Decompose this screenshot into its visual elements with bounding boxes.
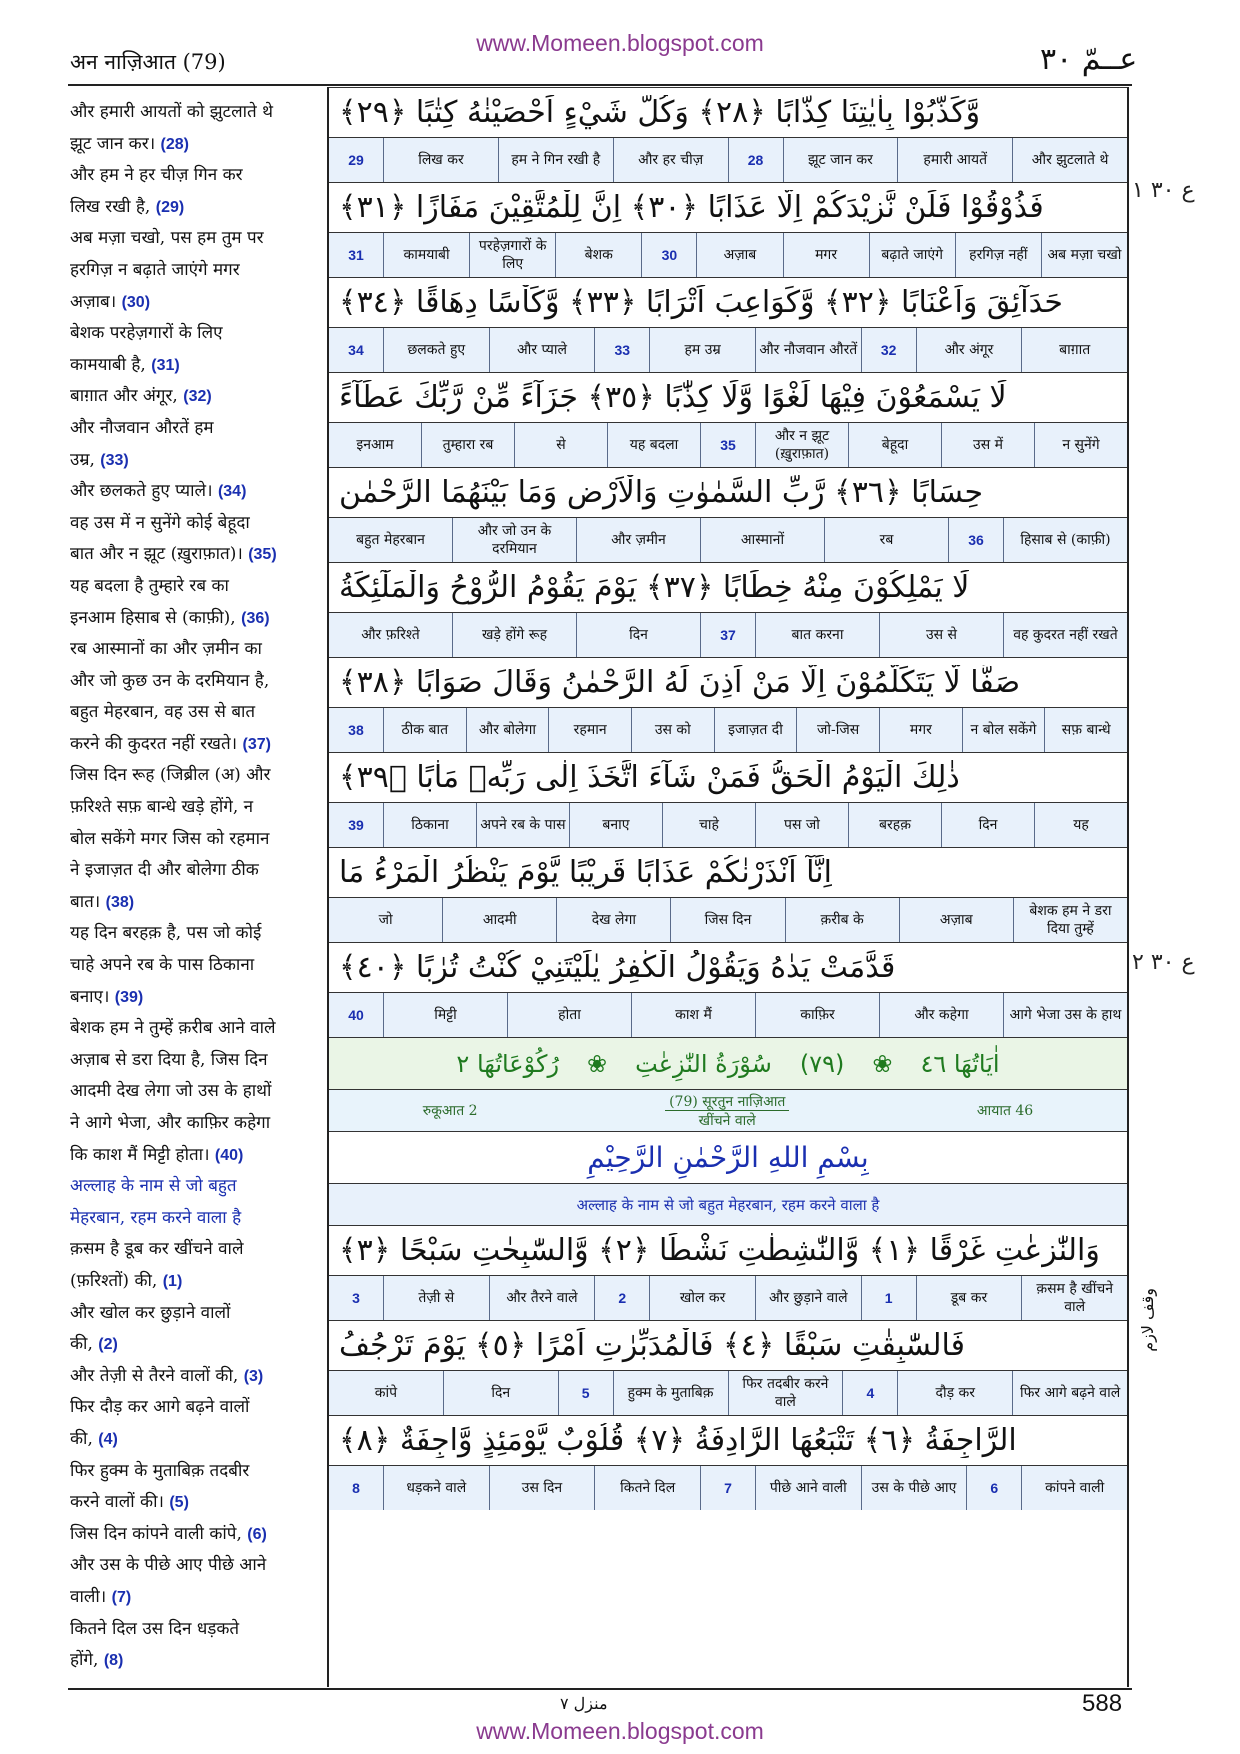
waqf-lazim-mark: وقف لازم (1138, 1288, 1157, 1352)
word-meaning-cell: तेज़ी से (383, 1276, 489, 1320)
arabic-verse-row (329, 752, 1127, 802)
arabic-verse-row (329, 372, 1127, 422)
translation-line: और तेज़ी से तैरने वालों की, (3) (70, 1365, 264, 1386)
word-meaning-cell: और जो उन के दरमियान (452, 518, 576, 562)
word-meaning-cell: रब (824, 518, 948, 562)
arabic-text: لَا يَمْلِكُوْنَ مِنْهُ خِطَابًا ﴿٣٧﴾ يَوْمَ يَقُوْمُ الرُّوْحُ وَالْمَلٰٓئِكَةُ (339, 570, 970, 605)
verse-number: (8) (103, 1652, 124, 1670)
word-meaning-cell: हिसाब से (काफ़ी) (1003, 518, 1127, 562)
bismillah-row (329, 1131, 1127, 1183)
translation-line: यह बदला है तुम्हारे रब का (70, 575, 229, 596)
word-meaning-cell: और कहेगा (879, 993, 1003, 1037)
verse-number: (4) (98, 1430, 118, 1448)
word-meaning-cell: इनआम (329, 423, 421, 467)
translation-line: फ़रिश्ते सफ़ बान्धे खड़े होंगे, न (70, 797, 254, 818)
word-meaning-cell: हरगिज़ नहीं (955, 233, 1041, 277)
translation-line: वह उस में न सुनेंगे कोई बेहूदा (70, 512, 250, 533)
verse-number: (33) (100, 451, 129, 469)
word-meaning-cell: काश मैं (631, 993, 755, 1037)
word-meaning-cell: बेशक हम ने डरा दिया तुम्हें (1013, 898, 1127, 942)
word-translation-row (329, 802, 1127, 847)
verse-number-cell: 39 (329, 803, 383, 847)
verse-number-cell: 6 (966, 1466, 1021, 1510)
word-meaning-cell: बनाए (569, 803, 662, 847)
translation-line: अज़ाब। (30) (70, 291, 151, 312)
word-meaning-cell: क़सम है खींचने वाले (1021, 1276, 1127, 1320)
arabic-verse-row (329, 657, 1127, 707)
verse-number-cell: 35 (700, 423, 755, 467)
word-meaning-cell: बात करना (755, 613, 879, 657)
arabic-verse-row (329, 182, 1127, 232)
word-meaning-cell: ठीक बात (383, 708, 466, 752)
word-meaning-cell: उस में (941, 423, 1034, 467)
translation-line: बोल सकेंगे मगर जिस को रहमान (70, 828, 270, 849)
word-meaning-cell: न सुनेंगे (1034, 423, 1127, 467)
word-meaning-cell: जो (329, 898, 442, 942)
translation-line: फिर दौड़ कर आगे बढ़ने वालों (70, 1397, 250, 1418)
surah-meaning-hindi: खींचने वाले (698, 1112, 756, 1129)
translation-line: जिस दिन रूह (जिब्रील (अ) और (70, 765, 271, 786)
word-meaning-cell: हम उम्र (649, 328, 755, 372)
word-meaning-cell: पीछे आने वाली (755, 1466, 861, 1510)
word-meaning-cell: अज़ाब (696, 233, 782, 277)
word-meaning-cell: से (514, 423, 607, 467)
verse-number: (40) (214, 1146, 244, 1164)
verse-number-cell: 3 (329, 1276, 383, 1320)
translation-line: होंगे, (8) (70, 1650, 124, 1671)
surah-info-band (329, 1089, 1127, 1131)
word-meaning-cell: फिर आगे बढ़ने वाले (1012, 1371, 1127, 1415)
translation-line: करने वालों की। (5) (70, 1492, 189, 1513)
word-meaning-cell: उस को (631, 708, 714, 752)
verse-number-cell: 28 (728, 138, 783, 182)
word-meaning-cell: और न झूट (ख़ुराफ़ात) (755, 423, 848, 467)
word-meaning-cell: दिन (443, 1371, 558, 1415)
word-meaning-cell: परहेज़गारों के लिए (469, 233, 555, 277)
word-meaning-cell: और झुटलाते थे (1012, 138, 1127, 182)
top-divider (68, 84, 1132, 86)
translation-line: की, (2) (70, 1334, 118, 1355)
arabic-text: فَالسّٰبِقٰتِ سَبْقًا ﴿٤﴾ فَالْمُدَبِّرٰتِ اَمْرًا ﴿٥﴾ يَوْمَ تَرْجُفُ (339, 1328, 965, 1363)
verse-number: (35) (248, 546, 277, 564)
word-meaning-cell: कितने दिल (594, 1466, 700, 1510)
word-meaning-cell: छलकते हुए (383, 328, 489, 372)
translation-line: वाली। (7) (70, 1586, 132, 1607)
arabic-text: قَدَّمَتْ يَدٰهُ وَيَقُوْلُ الْكٰفِرُ يٰلَيْتَنِيْ كُنْتُ تُرٰبًا ﴿٤٠﴾ (339, 950, 896, 985)
verse-number: (32) (183, 388, 212, 406)
verse-number: (37) (242, 735, 271, 753)
word-meaning-cell: झूट जान कर (783, 138, 898, 182)
arabic-text: الرَّاجِفَةُ ﴿٦﴾ تَتْبَعُهَا الرَّادِفَةُ ﴿٧﴾ قُلُوْبٌ يَّوْمَئِذٍ وَّاجِفَةٌ ﴿٨﴾ (339, 1423, 1017, 1458)
verse-number: (36) (241, 609, 270, 627)
translation-line: और हम ने हर चीज़ गिन कर (70, 165, 243, 186)
translation-line: और खोल कर छुड़ाने वालों (70, 1302, 231, 1323)
word-meaning-cell: पस जो (755, 803, 848, 847)
verse-number-cell: 36 (948, 518, 1003, 562)
bismillah-hindi: अल्लाह के नाम से जो बहुत मेहरबान, रहम करने वाला है (576, 1195, 880, 1214)
verse-number: (31) (151, 356, 180, 374)
word-meaning-cell: बाग़ात (1021, 328, 1127, 372)
verse-number: (5) (169, 1494, 189, 1512)
word-meaning-cell: और अंगूर (916, 328, 1022, 372)
arabic-text: وَّكَذَّبُوْا بِاٰيٰتِنَا كِذَّابًا ﴿٢٨﴾ وَكُلَّ شَيْءٍ اَحْصَيْنٰهُ كِتٰبًا ﴿٢٩﴾ (339, 95, 981, 130)
arabic-verse-row (329, 87, 1127, 137)
word-translation-row (329, 232, 1127, 277)
translation-line: कि काश मैं मिट्टी होता। (40) (70, 1144, 244, 1165)
word-translation-row (329, 1465, 1127, 1510)
word-translation-row (329, 137, 1127, 182)
word-translation-row (329, 707, 1127, 752)
translation-line: क़सम है डूब कर खींचने वाले (70, 1239, 244, 1260)
word-meaning-cell: दिन (576, 613, 700, 657)
word-meaning-cell: बेहूदा (848, 423, 941, 467)
word-meaning-cell: खोल कर (649, 1276, 755, 1320)
word-translation-row (329, 517, 1127, 562)
arabic-text: ذٰلِكَ الْيَوْمُ الْحَقُّ فَمَنْ شَآءَ اتَّخَذَ اِلٰى رَبِّهٖ مَاٰبًا ﴿٣٩﴾ (339, 760, 960, 795)
translation-line: लिख रखी है, (29) (70, 196, 185, 217)
site-url-bottom[interactable]: www.Momeen.blogspot.com (476, 1718, 764, 1744)
word-translation-row (329, 992, 1127, 1037)
surah-name-arabic: سُوْرَةُ النّٰزِعٰتِ (635, 1049, 772, 1078)
word-meaning-cell: रहमान (548, 708, 631, 752)
translation-line: और उस के पीछे आए पीछे आने (70, 1555, 267, 1576)
verse-number: (1) (162, 1272, 183, 1290)
bottom-divider (68, 1688, 1132, 1690)
juz-label: عــمّ ٣٠ (1040, 42, 1138, 77)
word-translation-row (329, 327, 1127, 372)
translation-line: हरगिज़ न बढ़ाते जाएंगे मगर (70, 259, 240, 280)
word-meaning-cell: दिन (941, 803, 1034, 847)
flower-ornament-icon: ❀ (587, 1049, 608, 1078)
translation-line: चाहे अपने रब के पास ठिकाना (70, 955, 255, 976)
word-meaning-cell: मगर (783, 233, 869, 277)
word-meaning-cell: फिर तदबीर करने वाले (728, 1371, 843, 1415)
word-meaning-cell: उस दिन (489, 1466, 595, 1510)
word-meaning-cell: डूब कर (916, 1276, 1022, 1320)
translation-line: और जो कुछ उन के दरमियान है, (70, 670, 270, 691)
word-meaning-cell: आगे भेजा उस के हाथ (1003, 993, 1127, 1037)
word-meaning-cell: क़रीब के (785, 898, 899, 942)
word-meaning-cell: हुक्म के मुताबिक़ (613, 1371, 728, 1415)
word-meaning-cell: बढ़ाते जाएंगे (869, 233, 955, 277)
verse-number: (6) (247, 1525, 267, 1543)
word-meaning-cell: और हर चीज़ (613, 138, 728, 182)
translation-line: मेहरबान, रहम करने वाला है (70, 1207, 242, 1228)
word-meaning-cell: और ज़मीन (576, 518, 700, 562)
arabic-text: وَالنّٰزِعٰتِ غَرْقًا ﴿١﴾ وَّالنّٰشِطٰتِ نَشْطًا ﴿٢﴾ وَّالسّٰبِحٰتِ سَبْحًا ﴿٣﴾ (339, 1233, 1100, 1268)
translation-line: बेशक परहेज़गारों के लिए (70, 323, 223, 344)
verse-number: (30) (121, 293, 151, 311)
translation-line: और नौजवान औरतें हम (70, 417, 214, 438)
word-meaning-cell: खड़े होंगे रूह (452, 613, 576, 657)
translation-line: इनआम हिसाब से (काफ़ी), (36) (70, 607, 270, 628)
translation-line: कामयाबी है, (31) (70, 354, 180, 375)
translation-line: यह दिन बरहक़ है, पस जो कोई (70, 923, 262, 944)
word-meaning-cell: अज़ाब (899, 898, 1013, 942)
surah-number-arabic: (٧٩) (799, 1049, 845, 1078)
translation-line: फिर हुक्म के मुताबिक़ तदबीर (70, 1460, 250, 1481)
translation-line: बहुत मेहरबान, वह उस से बात (70, 702, 256, 723)
bismillah-translation-row (329, 1183, 1127, 1225)
arabic-verse-row (329, 942, 1127, 992)
quran-grid (327, 87, 1129, 1687)
word-meaning-cell: कामयाबी (383, 233, 469, 277)
verse-number-cell: 2 (594, 1276, 649, 1320)
verse-number: (2) (98, 1336, 118, 1354)
word-meaning-cell: देख लेगा (556, 898, 670, 942)
translation-line: और हमारी आयतों को झुटलाते थे (70, 102, 274, 122)
arabic-text: اِنَّآ اَنْذَرْنٰكُمْ عَذَابًا قَرِيْبًا يَّوْمَ يَنْظُرُ الْمَرْءُ مَا (339, 855, 832, 890)
verse-number-cell: 30 (641, 233, 696, 277)
verse-number-cell: 4 (842, 1371, 897, 1415)
word-meaning-cell: वह कुदरत नहीं रखते (1003, 613, 1127, 657)
site-url-top[interactable]: www.Momeen.blogspot.com (476, 30, 764, 56)
surah-title-band (329, 1037, 1127, 1089)
translation-line: बाग़ात और अंगूर, (32) (70, 386, 212, 407)
flower-ornament-icon: ❀ (872, 1049, 893, 1078)
translation-line: बेशक हम ने तुम्हें क़रीब आने वाले (70, 1018, 276, 1039)
word-meaning-cell: न बोल सकेंगे (962, 708, 1045, 752)
word-meaning-cell: बरहक़ (848, 803, 941, 847)
arabic-verse-row (329, 277, 1127, 327)
ayat-count-arabic: اٰيَاتُهَا ٤٦ (920, 1049, 1000, 1078)
word-meaning-cell: बेशक (555, 233, 641, 277)
verse-number: (39) (114, 988, 144, 1006)
word-meaning-cell: मिट्टी (383, 993, 507, 1037)
word-meaning-cell: और नौजवान औरतें (755, 328, 861, 372)
word-meaning-cell: लिख कर (383, 138, 498, 182)
translation-line: झूट जान कर। (28) (70, 133, 189, 154)
word-translation-row (329, 897, 1127, 942)
word-meaning-cell: उस से (879, 613, 1003, 657)
verse-number: (3) (243, 1367, 264, 1385)
translation-line: ने इजाज़त दी और बोलेगा ठीक (70, 860, 259, 881)
verse-number: (28) (160, 135, 189, 153)
word-meaning-cell: अपने रब के पास (476, 803, 569, 847)
word-meaning-cell: धड़कने वाले (383, 1466, 489, 1510)
ruku-count-arabic: رُكُوْعَاتُهَا ٢ (456, 1049, 560, 1078)
word-meaning-cell: तुम्हारा रब (421, 423, 514, 467)
arabic-text: فَذُوْقُوْا فَلَنْ نَّزِيْدَكُمْ اِلَّا عَذَابًا ﴿٣٠﴾ اِنَّ لِلْمُتَّقِيْنَ مَفَازًا ﴿٣١﴾ (339, 190, 1044, 225)
word-meaning-cell: यह बदला (607, 423, 700, 467)
verse-number-cell: 8 (329, 1466, 383, 1510)
word-meaning-cell: आदमी (442, 898, 556, 942)
word-meaning-cell: और बोलेगा (466, 708, 549, 752)
translation-line: बनाए। (39) (70, 986, 144, 1007)
ruku-mark-2: ع ٣٠ ٢ (1132, 950, 1195, 975)
page-surah-title: अन नाज़िआत (79) (70, 50, 226, 74)
surah-name-block (665, 1092, 789, 1130)
verse-number-cell: 37 (700, 613, 755, 657)
word-meaning-cell: और प्याले (489, 328, 595, 372)
word-translation-row (329, 1275, 1127, 1320)
verse-number-cell: 31 (329, 233, 383, 277)
page-number: 588 (1082, 1690, 1123, 1717)
arabic-text: لَا يَسْمَعُوْنَ فِيْهَا لَغْوًا وَّلَا كِذّٰبًا ﴿٣٥﴾ جَزَآءً مِّنْ رَّبِّكَ عَطَآءً (339, 380, 1007, 415)
word-meaning-cell: जिस दिन (670, 898, 784, 942)
hindi-translation-column (70, 97, 320, 1677)
translation-line: अब मज़ा चखो, पस हम तुम पर (70, 228, 264, 249)
translation-line: आदमी देख लेगा जो उस के हाथों (70, 1081, 272, 1102)
verse-number-cell: 40 (329, 993, 383, 1037)
verse-number-cell: 38 (329, 708, 383, 752)
word-meaning-cell: इजाज़त दी (714, 708, 797, 752)
word-meaning-cell: अब मज़ा चखो (1041, 233, 1127, 277)
word-meaning-cell: हम ने गिन रखी है (498, 138, 613, 182)
word-meaning-cell: कांपने वाली (1021, 1466, 1127, 1510)
verse-number-cell: 33 (594, 328, 649, 372)
arabic-verse-row (329, 467, 1127, 517)
translation-line: जिस दिन कांपने वाली कांपे, (6) (70, 1523, 267, 1544)
verse-number: (34) (217, 483, 247, 501)
translation-line: बात और न झूट (ख़ुराफ़ात)। (35) (70, 544, 277, 565)
word-meaning-cell: उस के पीछे आए (861, 1466, 967, 1510)
verse-number-cell: 32 (861, 328, 916, 372)
bismillah-arabic: بِسْمِ اللهِ الرَّحْمٰنِ الرَّحِيْمِ (587, 1141, 869, 1174)
verse-number: (29) (155, 198, 185, 216)
arabic-text: صَفًّا لَّا يَتَكَلَّمُوْنَ اِلَّا مَنْ اَذِنَ لَهُ الرَّحْمٰنُ وَقَالَ صَوَابًا ﴿٣٨﴾ (339, 665, 1021, 700)
translation-line: ने आगे भेजा, और काफ़िर कहेगा (70, 1113, 271, 1133)
verse-number-cell: 29 (329, 138, 383, 182)
translation-line: करने की कुदरत नहीं रखते। (37) (70, 733, 271, 754)
word-meaning-cell: आस्मानों (700, 518, 824, 562)
translation-line: अल्लाह के नाम से जो बहुत (70, 1176, 237, 1197)
word-meaning-cell: दौड़ कर (897, 1371, 1012, 1415)
word-meaning-cell: हमारी आयतें (897, 138, 1012, 182)
word-meaning-cell: होता (507, 993, 631, 1037)
word-meaning-cell: कांपे (329, 1371, 443, 1415)
translation-line: अज़ाब से डरा दिया है, जिस दिन (70, 1049, 268, 1070)
verse-number-cell: 7 (700, 1466, 755, 1510)
arabic-verse-row (329, 1320, 1127, 1370)
translation-line: कितने दिल उस दिन धड़कते (70, 1618, 240, 1639)
word-translation-row (329, 422, 1127, 467)
ayat-count-hindi: आयात 46 (976, 1103, 1034, 1119)
surah-name-hindi: (79) सूरतुन नाज़िआत (665, 1094, 789, 1111)
verse-number-cell: 1 (861, 1276, 916, 1320)
manzil-label: منزل ٧ (560, 1694, 608, 1713)
translation-line: उम्र, (33) (70, 449, 129, 470)
verse-number-cell: 34 (329, 328, 383, 372)
arabic-verse-row (329, 1225, 1127, 1275)
arabic-verse-row (329, 847, 1127, 897)
ruku-count-hindi: रुकूआत 2 (422, 1103, 478, 1119)
arabic-verse-row (329, 1415, 1127, 1465)
translation-line: रब आस्मानों का और ज़मीन का (70, 639, 262, 660)
translation-line: (फ़रिश्तों) की, (1) (70, 1270, 183, 1291)
word-meaning-cell: बहुत मेहरबान (329, 518, 452, 562)
word-meaning-cell: चाहे (662, 803, 755, 847)
word-translation-row (329, 1370, 1127, 1415)
arabic-text: حِسَابًا ﴿٣٦﴾ رَّبِّ السَّمٰوٰتِ وَالْاَرْضِ وَمَا بَيْنَهُمَا الرَّحْمٰنِ (339, 475, 984, 510)
word-meaning-cell: ठिकाना (383, 803, 476, 847)
word-meaning-cell: जो-जिस (796, 708, 879, 752)
verse-number: (38) (105, 893, 135, 911)
translation-line: की, (4) (70, 1428, 118, 1449)
word-meaning-cell: और फ़रिश्ते (329, 613, 452, 657)
ruku-mark-1: ع ٣٠ ١ (1132, 178, 1195, 203)
arabic-verse-row (329, 562, 1127, 612)
word-translation-row (329, 612, 1127, 657)
word-meaning-cell: और तैरने वाले (489, 1276, 595, 1320)
verse-number-cell: 5 (558, 1371, 613, 1415)
translation-line: बात। (38) (70, 891, 135, 912)
verse-number: (7) (111, 1588, 132, 1606)
arabic-text: حَدَآئِقَ وَاَعْنَابًا ﴿٣٢﴾ وَّكَوَاعِبَ اَتْرَابًا ﴿٣٣﴾ وَّكَاْسًا دِهَاقًا ﴿٣٤﴾ (339, 285, 1063, 320)
word-meaning-cell: सफ़ बान्धे (1044, 708, 1127, 752)
word-meaning-cell: और छुड़ाने वाले (755, 1276, 861, 1320)
word-meaning-cell: मगर (879, 708, 962, 752)
translation-line: और छलकते हुए प्याले। (34) (70, 481, 247, 502)
word-meaning-cell: काफ़िर (755, 993, 879, 1037)
word-meaning-cell: यह (1034, 803, 1127, 847)
